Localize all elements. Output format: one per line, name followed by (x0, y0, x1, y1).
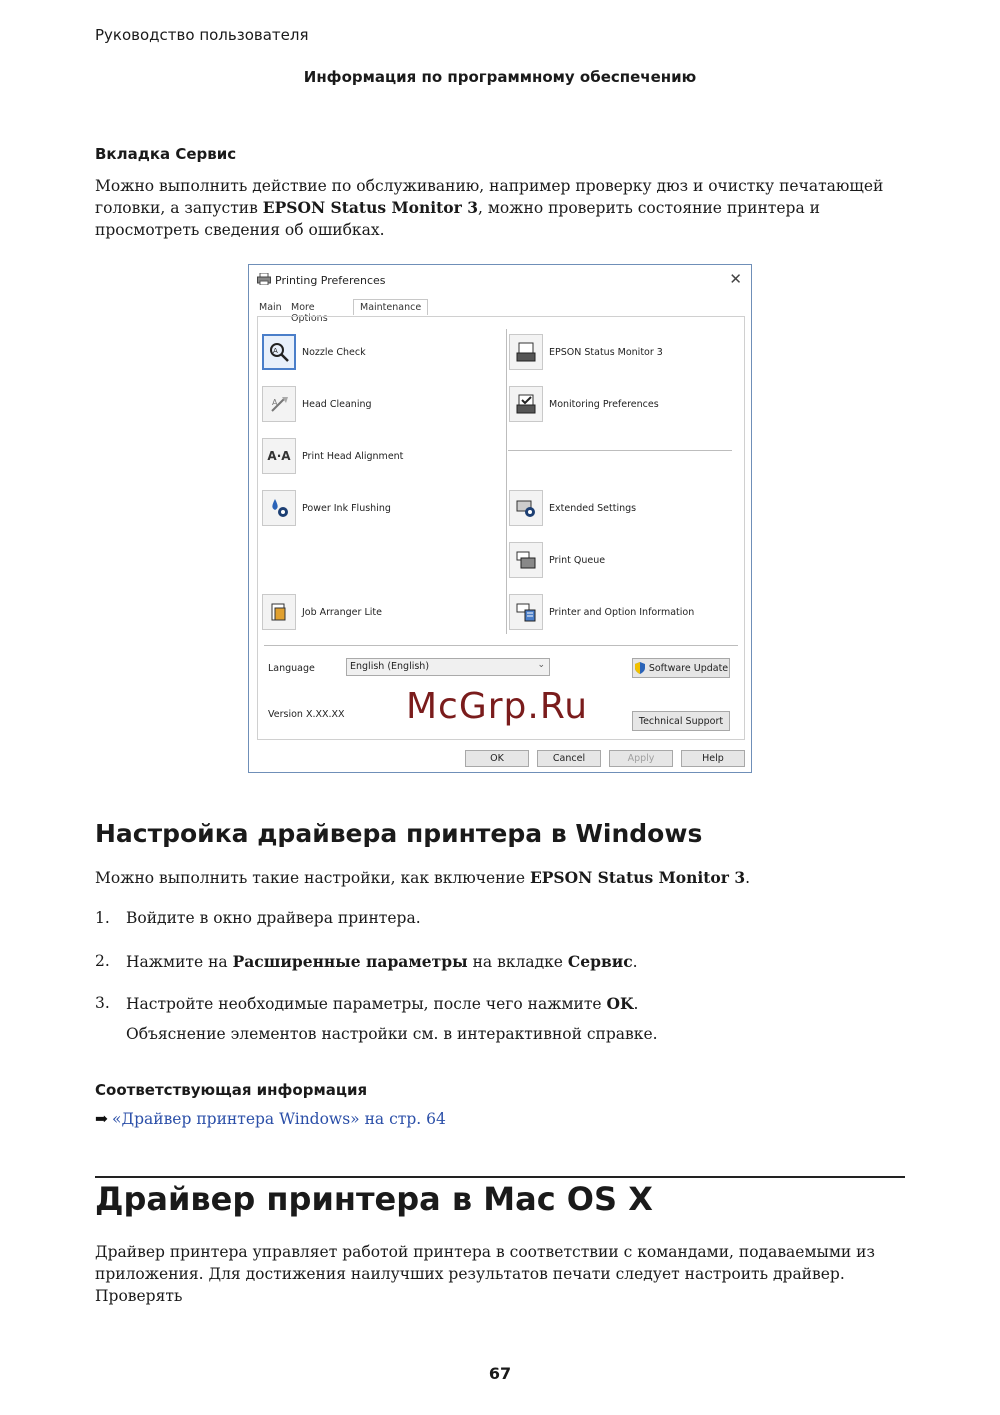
step-2: Нажмите на Расширенные параметры на вкладке Сервис. (126, 952, 638, 971)
related-link[interactable]: «Драйвер принтера Windows» на стр. 64 (112, 1110, 446, 1128)
chevron-down-icon: ⌄ (537, 660, 545, 670)
step-1: Войдите в окно драйвера принтера. (126, 909, 421, 927)
extended-settings-label: Extended Settings (549, 502, 637, 514)
power-ink-flushing-button[interactable] (262, 490, 391, 526)
printer-icon (257, 273, 271, 285)
svg-text:A: A (272, 398, 278, 407)
step-3: Настройте необходимые параметры, после чего нажмите OK. (126, 994, 639, 1013)
shield-icon (634, 662, 646, 674)
print-queue-button[interactable] (509, 542, 605, 578)
print-head-alignment-label: Print Head Alignment (302, 450, 404, 462)
page-number: 67 (488, 1364, 512, 1383)
section-rule (95, 1176, 905, 1178)
chapter-header: Информация по программному обеспечению (303, 68, 697, 86)
section-heading-service: Вкладка Сервис (95, 145, 237, 163)
monitoring-preferences-label: Monitoring Preferences (549, 398, 659, 410)
step-3-note: Объяснение элементов настройки см. в интерактивной справке. (126, 1025, 658, 1043)
step-number: 3. (95, 994, 110, 1012)
maintenance-panel (257, 316, 745, 740)
nozzle-check-label: Nozzle Check (302, 346, 366, 358)
divider (264, 645, 738, 646)
step-number: 1. (95, 909, 110, 927)
printer-info-icon (509, 594, 543, 630)
ink-flushing-icon (262, 490, 296, 526)
mac-paragraph: Драйвер принтера управляет работой принтера в соответствии с командами, подаваемыми из приложения. Для достижения наилучших результатов печати следует настроить драйвер. Проверять (95, 1243, 875, 1305)
epson-status-monitor-label: EPSON Status Monitor 3 (549, 346, 663, 358)
head-cleaning-button[interactable] (262, 386, 372, 422)
tab-main[interactable]: Main (259, 302, 282, 313)
epson-status-monitor-button[interactable] (509, 334, 663, 370)
section-heading-mac: Драйвер принтера в Mac OS X (95, 1180, 653, 1218)
related-info-heading: Соответствующая информация (95, 1081, 368, 1099)
monitoring-preferences-icon (509, 386, 543, 422)
monitoring-preferences-button[interactable] (509, 386, 659, 422)
job-arranger-icon (262, 594, 296, 630)
software-update-button[interactable] (632, 658, 730, 678)
power-ink-flushing-label: Power Ink Flushing (302, 502, 391, 514)
language-value: English (English) (350, 661, 430, 672)
version-label: Version X.XX.XX (268, 709, 345, 720)
head-cleaning-label: Head Cleaning (302, 398, 372, 410)
dialog-title: Printing Preferences (275, 274, 386, 287)
running-header: Руководство пользователя (95, 26, 309, 44)
close-icon[interactable]: ✕ (729, 270, 742, 288)
extended-settings-button[interactable] (509, 490, 636, 526)
job-arranger-lite-label: Job Arranger Lite (302, 606, 382, 618)
language-label: Language (268, 663, 315, 674)
status-monitor-icon (509, 334, 543, 370)
related-link-row (95, 1110, 446, 1128)
tab-maintenance[interactable]: Maintenance (353, 299, 428, 315)
technical-support-button[interactable]: Technical Support (632, 711, 730, 731)
extended-settings-icon (509, 490, 543, 526)
print-head-alignment-button[interactable] (262, 438, 403, 474)
watermark: McGrp.Ru (406, 686, 589, 727)
ok-button[interactable]: OK (465, 750, 529, 767)
section-heading-windows: Настройка драйвера принтера в Windows (95, 819, 703, 848)
windows-intro: Можно выполнить такие настройки, как включение EPSON Status Monitor 3. (95, 868, 751, 887)
help-button[interactable]: Help (681, 750, 745, 767)
alignment-icon: A·A (262, 438, 296, 474)
apply-button[interactable]: Apply (609, 750, 673, 767)
printer-option-info-label: Printer and Option Information (549, 606, 695, 618)
service-paragraph: Можно выполнить действие по обслуживанию, например проверку дюз и очистку печатающей головки, а запустив EPSON Status Monitor 3, можно проверить состояние принтера и просмотреть сведения об ошибках. (95, 177, 884, 239)
job-arranger-lite-button[interactable] (262, 594, 382, 630)
nozzle-check-icon (262, 334, 296, 370)
divider (508, 450, 732, 451)
nozzle-check-button[interactable] (262, 334, 366, 370)
svg-text:A: A (273, 347, 278, 355)
step-number: 2. (95, 952, 110, 970)
software-update-label: Software Update (648, 662, 729, 674)
head-cleaning-icon (262, 386, 296, 422)
printer-option-info-button[interactable] (509, 594, 694, 630)
divider (506, 329, 507, 634)
print-queue-label: Print Queue (549, 554, 606, 566)
language-select[interactable] (346, 658, 550, 676)
print-queue-icon (509, 542, 543, 578)
tab-more-options[interactable]: More Options (291, 302, 328, 324)
cancel-button[interactable]: Cancel (537, 750, 601, 767)
arrow-right-icon: ➡ (95, 1110, 108, 1128)
